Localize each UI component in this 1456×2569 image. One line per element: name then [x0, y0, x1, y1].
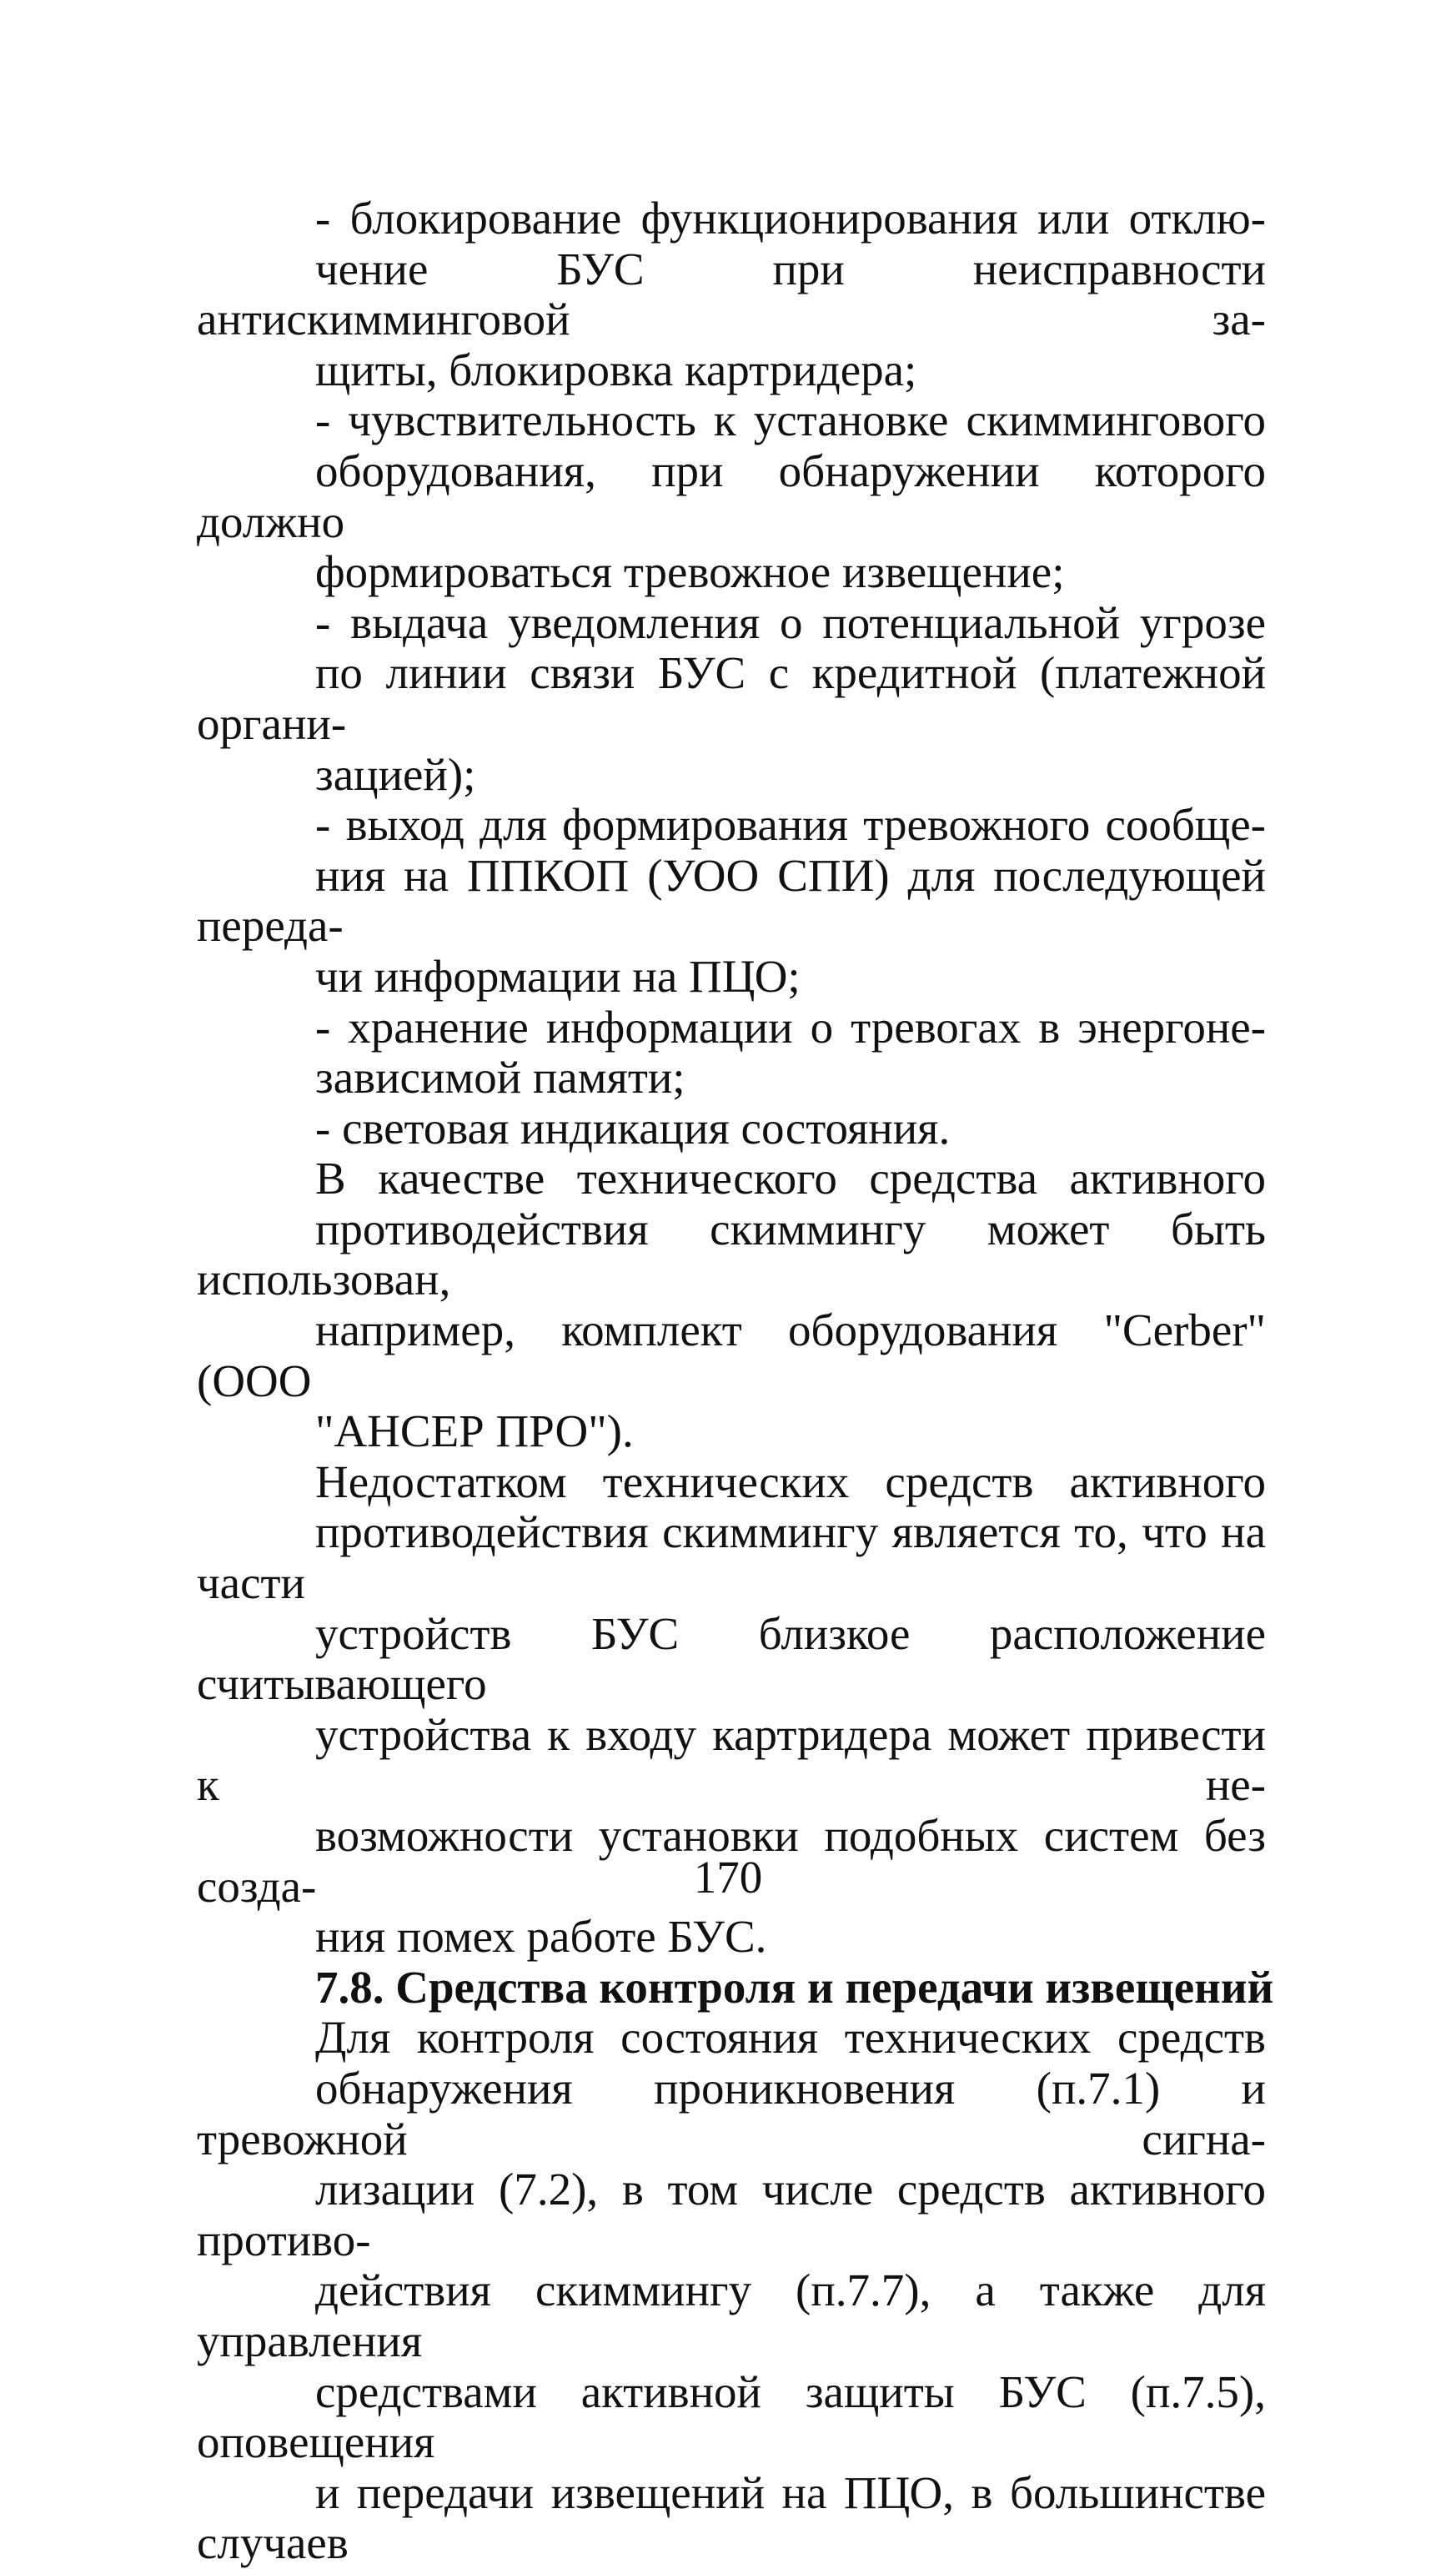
text-line: например, комплект оборудования "Cerber" (ООО	[197, 1305, 1266, 1406]
text-line: лизации (7.2), в том числе средств активного противо-	[197, 2164, 1266, 2265]
list-item-blocking	[197, 194, 1266, 395]
text-line: ния помех работе БУС.	[315, 1911, 767, 1963]
paragraph-cerber	[197, 1154, 1266, 1457]
text-line: обнаружения проникновения (п.7.1) и тревожной сигна-	[197, 2062, 1266, 2164]
page-body	[197, 193, 1274, 2569]
text-line: зависимой памяти;	[315, 1052, 685, 1104]
text-line: В качестве технического средства активного	[315, 1153, 1266, 1204]
text-line: - выход для формирования тревожного сообще-	[315, 799, 1266, 851]
text-line: формироваться тревожное извещение;	[315, 546, 1065, 598]
text-line: - блокирование функционирования или отклю-	[315, 193, 1266, 244]
text-line: - выдача уведомления о потенциальной угрозе	[315, 596, 1266, 648]
text-line: ния на ППКОП (УОО СПИ) для последующей переда-	[197, 849, 1266, 952]
text-line: Недостатком технических средств активного	[315, 1455, 1266, 1507]
text-line: чение БУС при неисправности антискимминговой за-	[197, 243, 1266, 345]
text-line: средствами активной защиты БУС (п.7.5), оповещения	[197, 2365, 1266, 2468]
text-line: оборудования, при обнаружении которого должно	[197, 445, 1266, 547]
text-line: противодействия скиммингу является то, что на части	[197, 1506, 1266, 1609]
text-line: противодействия скиммингу может быть использован,	[197, 1203, 1266, 1305]
text-line: устройств БУС близкое расположение считывающего	[197, 1607, 1266, 1710]
text-line: щиты, блокировка картридера;	[315, 344, 917, 395]
list-item-indication	[197, 1104, 1266, 1154]
text-line: - хранение информации о тревогах в энергоне-	[315, 1001, 1266, 1053]
text-line: и передачи извещений на ПЦО, в большинстве случаев	[197, 2466, 1266, 2569]
list-item-memory	[197, 1003, 1266, 1104]
text-line: зацией);	[315, 748, 476, 800]
page-number: 170	[693, 1852, 763, 1903]
list-item-alarm-output	[197, 800, 1266, 1002]
text-line: по линии связи БУС с кредитной (платежной органи-	[197, 647, 1266, 749]
paragraph-control-means	[197, 2013, 1266, 2569]
text-line: действия скиммингу (п.7.7), а также для управления	[197, 2265, 1266, 2366]
section-heading: 7.8. Средства контроля и передачи извещений	[315, 1961, 1274, 2013]
text-line: - чувствительность к установке скиммингового	[315, 395, 1266, 446]
list-item-sensitivity	[197, 395, 1266, 597]
list-item-notification	[197, 598, 1266, 800]
text-line: - световая индикация состояния.	[315, 1102, 951, 1154]
text-line: "АНСЕР ПРО").	[315, 1405, 634, 1457]
text-line: Для контроля состояния технических средств	[315, 2012, 1266, 2064]
text-line: возможности установки подобных систем без созда-	[197, 1810, 1266, 1912]
text-line: устройства к входу картридера может привести к не-	[197, 1708, 1266, 1811]
text-line: чи информации на ПЦО;	[315, 950, 801, 1002]
